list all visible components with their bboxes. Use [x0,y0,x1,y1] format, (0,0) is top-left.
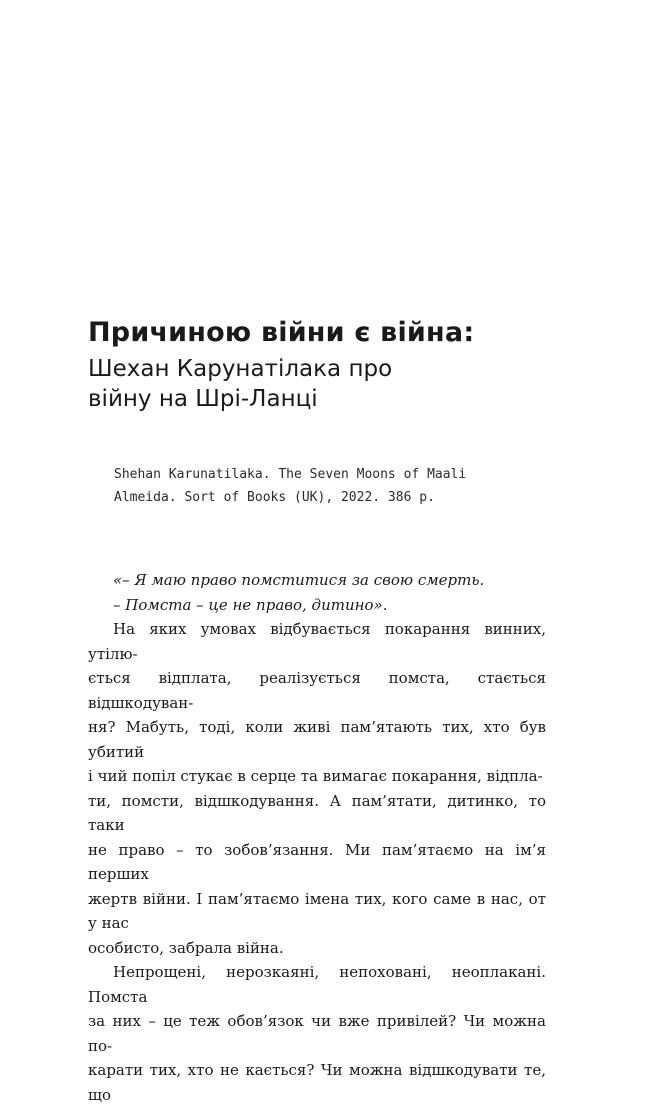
subtitle-line-1: Шехан Карунатілака про [88,356,393,382]
p1-line: На яких умовах відбувається покарання винних, утілю- [88,620,546,663]
p2-line: карати тих, хто не кається? Чи можна відшкодувати те, що [88,1061,546,1104]
article-body [88,568,546,1107]
epigraph-line-2: – Помста – це не право, дитино». [113,595,388,614]
p1-line: жертв війни. І пам’ятаємо імена тих, кого саме в нас, от у нас [88,889,546,932]
p2-line: за них – це теж обов’язок чи вже привілей? Чи можна по- [88,1012,546,1055]
paragraph-2 [88,960,546,1107]
p2-line: Непрощені, нерозкаяні, непоховані, неоплакані. Помста [88,963,546,1006]
paragraph-1 [88,617,546,960]
p1-line: ня? Мабуть, тоді, коли живі пам’ятають тих, хто був убитий [88,718,546,761]
bibliographic-reference [114,463,494,509]
p1-line: особисто, забрала війна. [88,938,284,957]
p1-line: і чий попіл стукає в серце та вимагає покарання, відпла- [88,767,543,785]
article-title: Причиною війни є війна: [88,317,475,348]
subtitle-line-2: війну на Шрі-Ланці [88,386,318,412]
article-subtitle [88,354,558,414]
p1-line: ти, помсти, відшкодування. А пам’ятати, дитинко, то таки [88,791,546,834]
p1-line: не право – то зобов’язання. Ми пам’ятаємо на ім’я перших [88,840,546,883]
biblio-line-2: Almeida. Sort of Books (UK), 2022. 386 p. [114,490,435,505]
biblio-line-1: Shehan Karunatilaka. The Seven Moons of Maali [114,467,467,482]
epigraph-line-1: «– Я маю право помститися за свою смерть. [113,571,485,589]
p1-line: ється відплата, реалізується помста, стається відшкодуван- [88,669,546,712]
